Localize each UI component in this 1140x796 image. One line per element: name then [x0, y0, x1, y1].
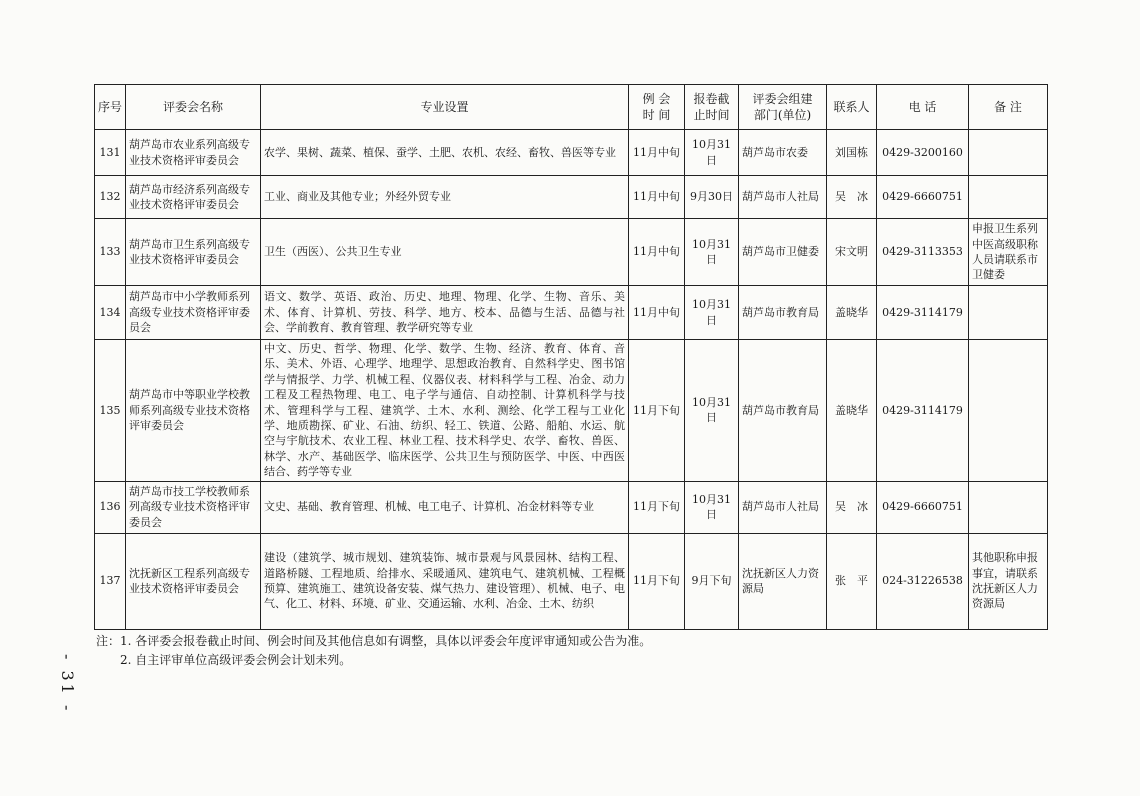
committee-table — [94, 84, 1048, 630]
row-name: 葫芦岛市中等职业学校教师系列高级专业技术资格评审委员会 — [126, 340, 261, 482]
row-meeting: 11月中旬 — [629, 219, 685, 286]
row-major: 语文、数学、英语、政治、历史、地理、物理、化学、生物、音乐、美术、体育、计算机、劳技、科学、地方、校本、品德与生活、品德与社会、学前教育、教育管理、教学研究等专业 — [261, 286, 629, 340]
row-no: 134 — [95, 286, 126, 340]
header-meeting: 例 会 时 间 — [629, 85, 685, 130]
row-contact: 宋文明 — [827, 219, 877, 286]
row-deadline: 9月30日 — [685, 176, 739, 219]
row-phone: 0429-3113353 — [877, 219, 969, 286]
row-phone: 0429-3114179 — [877, 340, 969, 482]
row-deadline: 10月31日 — [685, 130, 739, 176]
row-dept: 葫芦岛市人社局 — [739, 481, 827, 533]
row-phone: 0429-3200160 — [877, 130, 969, 176]
row-dept: 葫芦岛市教育局 — [739, 286, 827, 340]
row-meeting: 11月下旬 — [629, 533, 685, 629]
row-major: 农学、果树、蔬菜、植保、蚕学、土肥、农机、农经、畜牧、兽医等专业 — [261, 130, 629, 176]
table-row — [95, 176, 1048, 219]
row-no: 133 — [95, 219, 126, 286]
table-row — [95, 340, 1048, 482]
row-meeting: 11月中旬 — [629, 176, 685, 219]
row-remark: 其他职称申报事宜，请联系沈抚新区人力资源局 — [969, 533, 1048, 629]
row-remark — [969, 130, 1048, 176]
row-meeting: 11月中旬 — [629, 130, 685, 176]
row-major: 文史、基础、教育管理、机械、电工电子、计算机、冶金材料等专业 — [261, 481, 629, 533]
row-contact: 刘国栋 — [827, 130, 877, 176]
row-deadline: 10月31日 — [685, 286, 739, 340]
footnotes — [96, 632, 651, 669]
row-no: 131 — [95, 130, 126, 176]
row-contact: 张 平 — [827, 533, 877, 629]
header-deadline: 报卷截 止时间 — [685, 85, 739, 130]
row-no: 132 — [95, 176, 126, 219]
row-phone: 024-31226538 — [877, 533, 969, 629]
table-row — [95, 481, 1048, 533]
row-major: 卫生（西医）、公共卫生专业 — [261, 219, 629, 286]
table-row — [95, 533, 1048, 629]
row-remark — [969, 481, 1048, 533]
header-contact: 联系人 — [827, 85, 877, 130]
row-deadline: 9月下旬 — [685, 533, 739, 629]
page-number: - 31 - — [58, 654, 77, 714]
row-contact: 吴 冰 — [827, 481, 877, 533]
row-major: 中文、历史、哲学、物理、化学、数学、生物、经济、教育、体育、音乐、美术、外语、心理学、地理学、思想政治教育、自然科学史、图书馆学与情报学、力学、机械工程、仪器仪表、材料科学与工程、冶金、动力工程及工程热物理、电工、电子学与通信、自动控制、计算机科学与技术、管理科学与工程、建筑学、土木、水利、测绘、化学工程与工业化学、地质勘探、矿业、石油、纺织、轻工、铁道、公路、船舶、水运、航空与宇航技术、农业工程、林业工程、技术科学史、农学、畜牧、兽医、林学、水产、基础医学、临床医学、公共卫生与预防医学、中医、中西医结合、药学等专业 — [261, 340, 629, 482]
row-no: 137 — [95, 533, 126, 629]
row-remark — [969, 340, 1048, 482]
header-dept: 评委会组建 部门(单位) — [739, 85, 827, 130]
row-deadline: 10月31日 — [685, 481, 739, 533]
row-meeting: 11月下旬 — [629, 340, 685, 482]
row-name: 葫芦岛市经济系列高级专业技术资格评审委员会 — [126, 176, 261, 219]
row-dept: 葫芦岛市教育局 — [739, 340, 827, 482]
row-phone: 0429-3114179 — [877, 286, 969, 340]
header-name: 评委会名称 — [126, 85, 261, 130]
table-row — [95, 219, 1048, 286]
row-dept: 葫芦岛市人社局 — [739, 176, 827, 219]
row-dept: 葫芦岛市农委 — [739, 130, 827, 176]
row-name: 葫芦岛市技工学校教师系列高级专业技术资格评审委员会 — [126, 481, 261, 533]
row-name: 葫芦岛市卫生系列高级专业技术资格评审委员会 — [126, 219, 261, 286]
header-row — [95, 85, 1048, 130]
row-deadline: 10月31日 — [685, 340, 739, 482]
row-major: 工业、商业及其他专业；外经外贸专业 — [261, 176, 629, 219]
row-remark — [969, 286, 1048, 340]
row-name: 沈抚新区工程系列高级专业技术资格评审委员会 — [126, 533, 261, 629]
header-no: 序号 — [95, 85, 126, 130]
row-remark — [969, 176, 1048, 219]
table-row — [95, 286, 1048, 340]
row-remark: 申报卫生系列中医高级职称人员请联系市卫健委 — [969, 219, 1048, 286]
header-remark: 备 注 — [969, 85, 1048, 130]
header-major: 专业设置 — [261, 85, 629, 130]
footnote-1: 注：1. 各评委会报卷截止时间、例会时间及其他信息如有调整，具体以评委会年度评审通知或公告为准。 — [96, 634, 652, 648]
row-no: 136 — [95, 481, 126, 533]
row-name: 葫芦岛市农业系列高级专业技术资格评审委员会 — [126, 130, 261, 176]
row-contact: 吴 冰 — [827, 176, 877, 219]
row-deadline: 10月31日 — [685, 219, 739, 286]
header-phone: 电 话 — [877, 85, 969, 130]
row-dept: 葫芦岛市卫健委 — [739, 219, 827, 286]
table-row — [95, 130, 1048, 176]
row-meeting: 11月下旬 — [629, 481, 685, 533]
row-meeting: 11月中旬 — [629, 286, 685, 340]
row-contact: 盖晓华 — [827, 340, 877, 482]
footnote-2: 2. 自主评审单位高级评委会例会计划未列。 — [120, 652, 352, 667]
row-contact: 盖晓华 — [827, 286, 877, 340]
row-phone: 0429-6660751 — [877, 481, 969, 533]
row-dept: 沈抚新区人力资源局 — [739, 533, 827, 629]
row-name: 葫芦岛市中小学教师系列高级专业技术资格评审委员会 — [126, 286, 261, 340]
row-no: 135 — [95, 340, 126, 482]
row-phone: 0429-6660751 — [877, 176, 969, 219]
row-major: 建设（建筑学、城市规划、建筑装饰、城市景观与风景园林、结构工程、道路桥隧、工程地质、给排水、采暖通风、建筑电气、建筑机械、工程概预算、建筑施工、建筑设备安装、煤气热力、建设管理）、机械、电子、电气、化工、材料、环境、矿业、交通运输、水利、冶金、土木、纺织 — [261, 533, 629, 629]
